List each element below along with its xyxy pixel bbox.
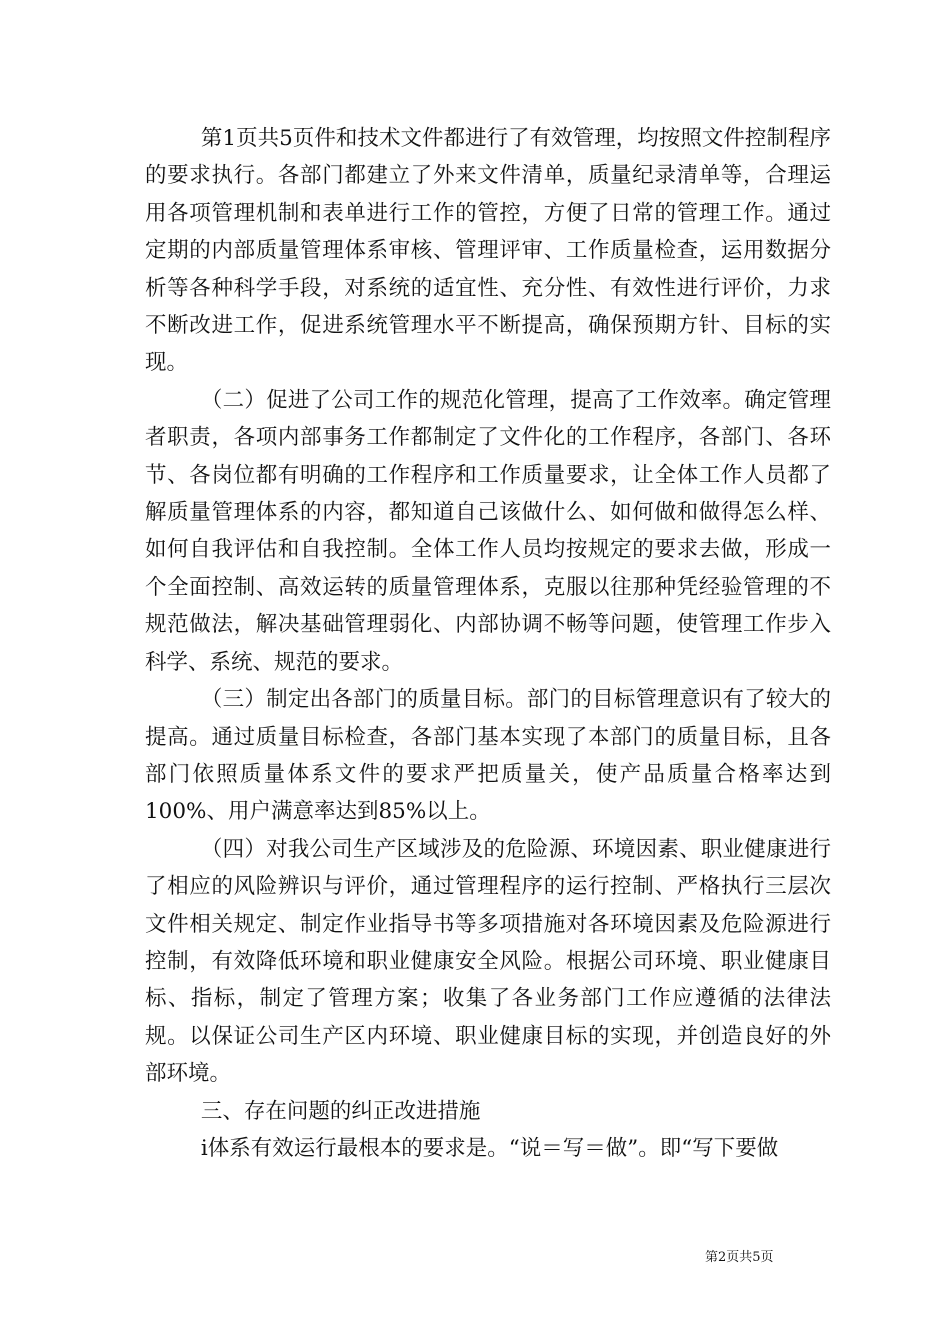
section-heading-corrective-measures: 三、存在问题的纠正改进措施	[200, 1098, 481, 1124]
paragraph-risk-identification: （四）对我公司生产区域涉及的危险源、环境因素、职业健康进行了相应的风险辨识与评价，通过管理程序的运行控制、严格执行三层次文件相关规定、制定作业指导书等多项措施对各环境因素及危险源进行控制，有效降低环境和职业健康安全风险。根据公司环境、职业健康目标、指标，制定了管理方案；收集了各业务部门工作应遵循的法律法规。以保证公司生产区内环境、职业健康目标的实现，并创造良好的外部环境。	[145, 836, 831, 1087]
paragraph-standardized-management: （二）促进了公司工作的规范化管理，提高了工作效率。确定管理者职责，各项内部事务工作都制定了文件化的工作程序，各部门、各环节、各岗位都有明确的工作程序和工作质量要求，让全体工作人员都了解质量管理体系的内容，都知道自己该做什么、如何做和做得怎么样、如何自我评估和自我控制。全体工作人员均按规定的要求去做，形成一个全面控制、高效运转的质量管理体系，克服以往那种凭经验管理的不规范做法，解决基础管理弱化、内部协调不畅等问题，使管理工作步入科学、系统、规范的要求。	[145, 387, 831, 675]
page-number-footer: 第2页共5页	[705, 1250, 774, 1265]
paragraph-system-operation: i体系有效运行最根本的要求是。“说＝写＝做”。即“写下要做	[200, 1135, 779, 1161]
paragraph-quality-targets: （三）制定出各部门的质量目标。部门的目标管理意识有了较大的提高。通过质量目标检查，各部门基本实现了本部门的质量目标，且各部门依照质量体系文件的要求严把质量关，使产品质量合格率达到100%、用户满意率达到85%以上。	[145, 687, 831, 825]
paragraph-document-control: 第1页共5页件和技术文件都进行了有效管理，均按照文件控制程序的要求执行。各部门都建立了外来文件清单，质量纪录清单等，合理运用各项管理机制和表单进行工作的管控，方便了日常的管理工作。通过定期的内部质量管理体系审核、管理评审、工作质量检查，运用数据分析等各种科学手段，对系统的适宜性、充分性、有效性进行评价，力求不断改进工作，促进系统管理水平不断提高，确保预期方针、目标的实现。	[145, 126, 831, 376]
document-body	[145, 120, 831, 1167]
